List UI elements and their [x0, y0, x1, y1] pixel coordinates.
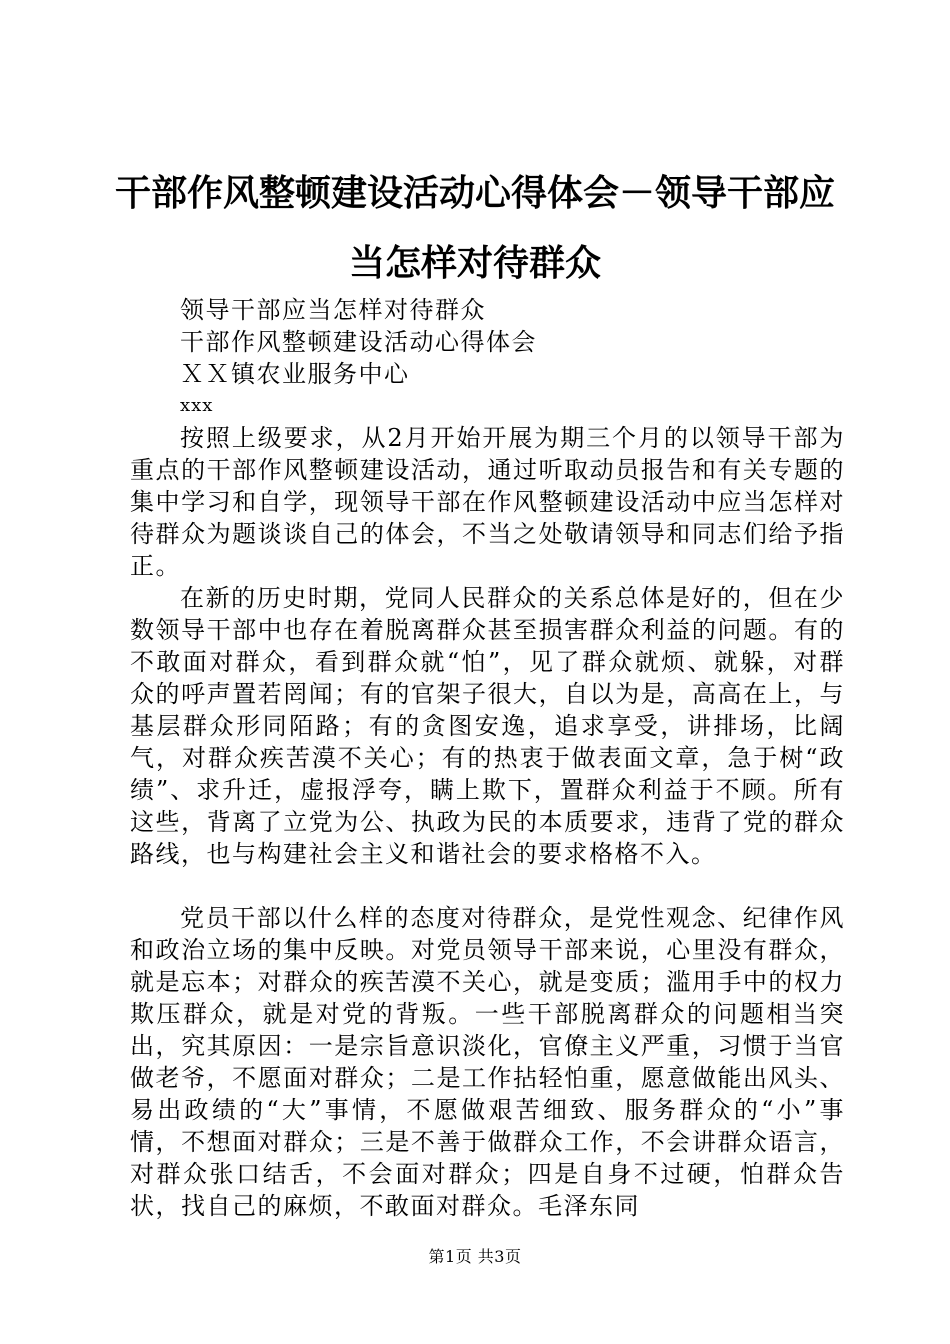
- paragraph-2: 在新的历史时期，党同人民群众的关系总体是好的，但在少数领导干部中也存在着脱离群众甚至损害群众利益的问题。有的不敢面对群众，看到群众就“怕”，见了群众就烦、就躲，对群众的呼声置若罔闻；有的官架子很大，自以为是，高高在上，与基层群众形同陌路；有的贪图安逸，追求享受，讲排场，比阔气，对群众疾苦漠不关心；有的热衷于做表面文章，急于树“政绩”、求升迁，虚报浮夸，瞒上欺下，置群众利益于不顾。所有这些，背离了立党为公、执政为民的本质要求，违背了党的群众路线，也与构建社会主义和谐社会的要求格格不入。: [130, 584, 845, 868]
- paragraph-3: 党员干部以什么样的态度对待群众，是党性观念、纪律作风和政治立场的集中反映。对党员领导干部来说，心里没有群众，就是忘本；对群众的疾苦漠不关心，就是变质；滥用手中的权力欺压群众，就是对党的背叛。一些干部脱离群众的问题相当突出，究其原因：一是宗旨意识淡化，官僚主义严重，习惯于当官做老爷，不愿面对群众；二是工作拈轻怕重，愿意做能出风头、易出政绩的“大”事情，不愿做艰苦细致、服务群众的“小”事情，不想面对群众；三是不善于做群众工作，不会讲群众语言，对群众张口结舌，不会面对群众；四是自身不过硬，怕群众告状，找自己的麻烦，不敢面对群众。毛泽东同: [130, 904, 845, 1220]
- meta-topic: 干部作风整顿建设活动心得体会: [180, 328, 537, 356]
- page-number: 第1页 共3页: [428, 1247, 522, 1266]
- meta-subtitle: 领导干部应当怎样对待群众: [180, 296, 486, 324]
- document-title: 干部作风整顿建设活动心得体会－领导干部应当怎样对待群众: [114, 172, 835, 284]
- paragraph-gap: [130, 870, 845, 902]
- paragraph-1: 按照上级要求，从2月开始开展为期三个月的以领导干部为重点的干部作风整顿建设活动，通过听取动员报告和有关专题的集中学习和自学，现领导干部在作风整顿建设活动中应当怎样对待群众为题谈谈自己的体会，不当之处敬请领导和同志们给予指正。: [130, 424, 845, 580]
- meta-author: xxx: [180, 395, 214, 416]
- document-body: [130, 294, 845, 1222]
- meta-organization: ＸＸ镇农业服务中心: [180, 360, 410, 388]
